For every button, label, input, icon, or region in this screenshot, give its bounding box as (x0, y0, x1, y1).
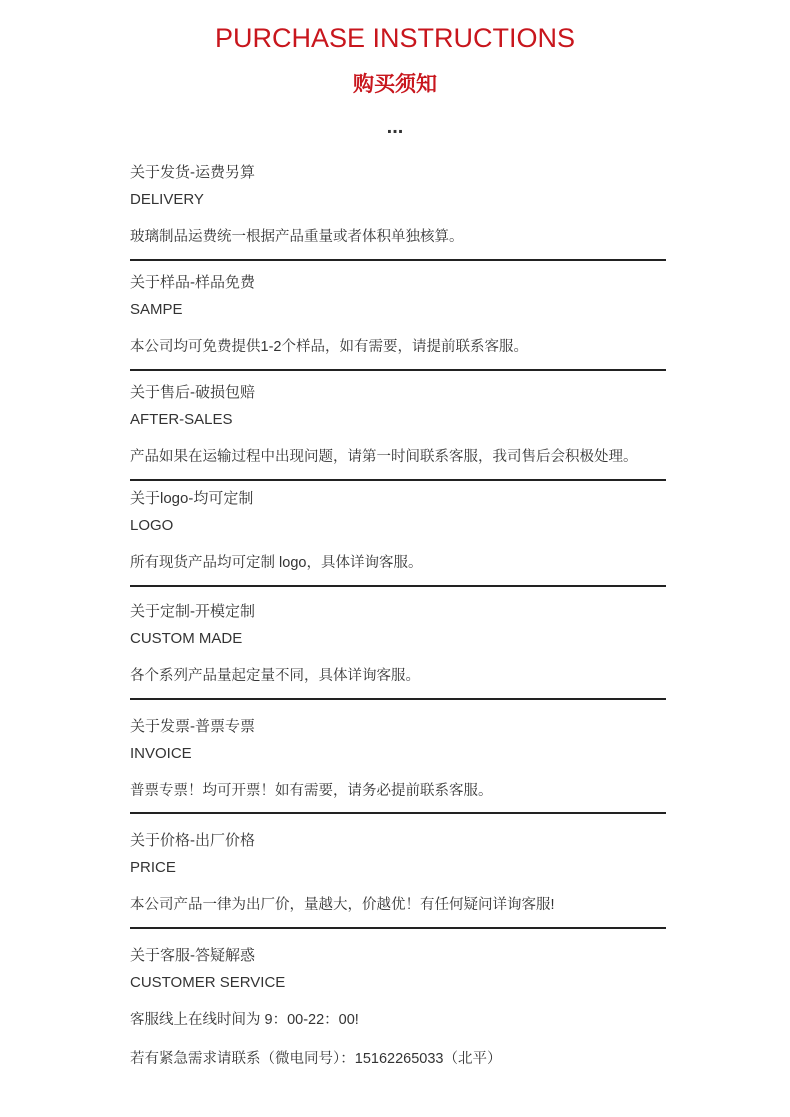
section-description: 产品如果在运输过程中出现问题，请第一时间联系客服，我司售后会积极处理。 (130, 449, 638, 465)
section-description: 客服线上在线时间为 9：00-22：00! (130, 1012, 359, 1028)
section-description: 本公司产品一律为出厂价，量越大，价越优！有任何疑问详询客服! (130, 897, 555, 913)
section-english-label: SAMPE (130, 301, 183, 318)
section-divider (130, 927, 666, 929)
section-sample (130, 273, 666, 357)
section-divider (130, 259, 666, 261)
section-heading: 关于样品-样品免费 (130, 274, 255, 291)
section-english-label: CUSTOMER SERVICE (130, 974, 286, 991)
section-heading: 关于发票-普票专票 (130, 718, 255, 735)
section-english-label: PRICE (130, 859, 176, 876)
section-divider (130, 698, 666, 700)
section-contact-line: 若有紧急需求请联系（微电同号）：15162265033（北平） (130, 1051, 502, 1067)
section-delivery (130, 163, 666, 247)
ellipsis-divider: ... (386, 116, 404, 138)
section-invoice (130, 717, 666, 801)
section-heading: 关于售后-破损包赔 (130, 384, 255, 401)
section-custom-made (130, 602, 666, 686)
section-heading: 关于logo-均可定制 (130, 490, 254, 507)
page-title: PURCHASE INSTRUCTIONS (214, 23, 576, 53)
section-logo (130, 489, 666, 573)
section-english-label: AFTER-SALES (130, 411, 233, 428)
section-divider (130, 585, 666, 587)
section-english-label: DELIVERY (130, 191, 204, 208)
section-divider (130, 479, 666, 481)
section-customer-service (130, 946, 666, 1069)
section-description: 各个系列产品量起定量不同，具体详询客服。 (130, 668, 420, 684)
section-description: 所有现货产品均可定制 logo，具体详询客服。 (130, 555, 423, 571)
section-price (130, 831, 666, 915)
section-english-label: LOGO (130, 517, 174, 534)
section-english-label: CUSTOM MADE (130, 630, 243, 647)
section-after-sales (130, 383, 666, 467)
section-heading: 关于发货-运费另算 (130, 164, 255, 181)
section-english-label: INVOICE (130, 745, 192, 762)
section-heading: 关于定制-开模定制 (130, 603, 255, 620)
section-divider (130, 369, 666, 371)
page-subtitle: 购买须知 (353, 73, 437, 96)
section-heading: 关于客服-答疑解惑 (130, 947, 255, 964)
section-heading: 关于价格-出厂价格 (130, 832, 255, 849)
section-description: 本公司均可免费提供1-2个样品，如有需要，请提前联系客服。 (130, 339, 528, 355)
section-description: 普票专票！均可开票！如有需要，请务必提前联系客服。 (130, 783, 493, 799)
section-description: 玻璃制品运费统一根据产品重量或者体积单独核算。 (130, 229, 464, 245)
section-divider (130, 812, 666, 814)
